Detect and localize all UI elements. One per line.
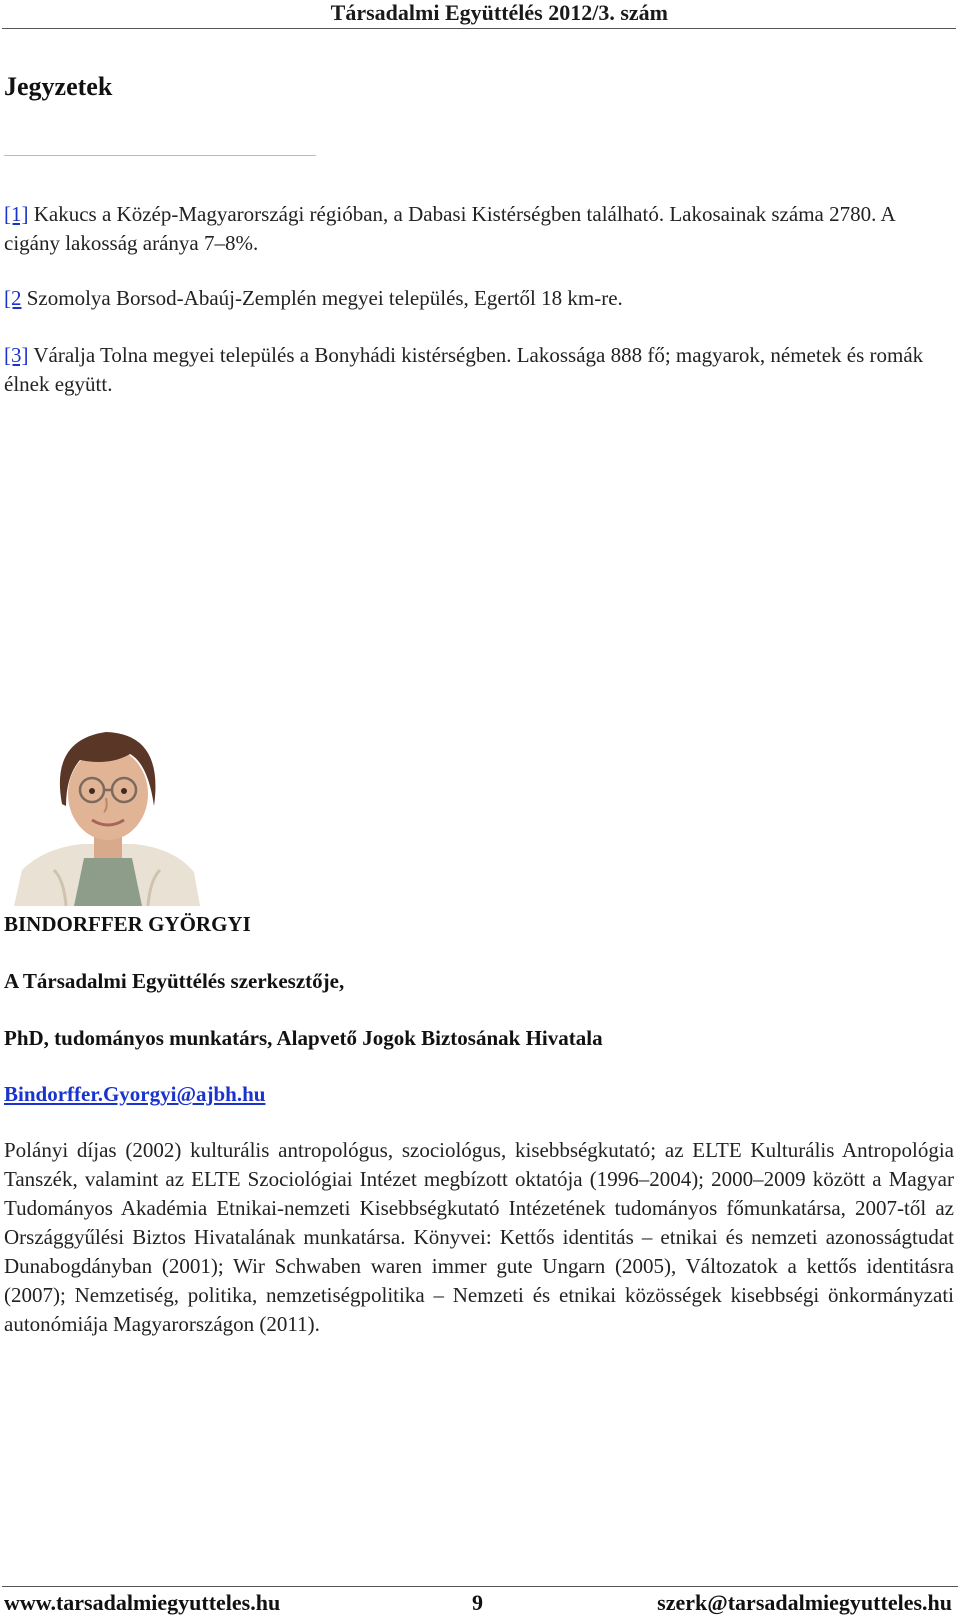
author-biography: Polányi díjas (2002) kulturális antropológus, szociológus, kisebbségkutató; az ELTE Kulturális Antropológia Tanszék, valamint az ELTE Szociológiai Intézet megbízott oktatója (1996–2004); 2000–2009 között a Magyar Tudományos Akadémia Etnikai-nemzeti Kisebbségkutató Intézetének tudományos főmunkatársa, 2007-től az Országgyűlési Biztos Hivatalának munkatársa. Könyvei: Kettős identitás – etnikai és nemzeti azonosságtudat Dunabogdányban (2001); Wir Schwaben waren immer gute Ungarn (2005), Változatok a kettős identitásra (2007); Nemzetiség, politika, nemzetiségpolitika – Nemzeti és etnikai közösségek kisebbségi önkormányzati autonómiája Magyarországon (2011). [4,1138,954,1336]
page-header [0,0,958,28]
footnote-2-text: Szomolya Borsod-Abaúj-Zemplén megyei település, Egertől 18 km-re. [21,286,623,310]
author-role: A Társadalmi Együttélés szerkesztője, [4,969,345,993]
notes-divider [4,155,316,156]
author-position: PhD, tudományos munkatárs, Alapvető Jogok Biztosának Hivatala [4,1026,603,1050]
page-number: 9 [472,1590,483,1615]
footnote-3-text: Váralja Tolna megyei település a Bonyhádi kistérségben. Lakossága 888 fő; magyarok, németek és romák élnek együtt. [4,343,924,396]
footnote-2 [4,284,924,313]
footnote-3 [4,341,924,399]
footer-divider [2,1586,958,1587]
footnote-3-link[interactable]: [3] [4,343,29,367]
footnote-1-link[interactable]: [1] [4,202,29,226]
footer-website: www.tarsadalmiegyutteles.hu [4,1590,281,1615]
author-name: BINDORFFER GYÖRGYI [4,912,251,936]
journal-issue-title: Társadalmi Együttélés 2012/3. szám [330,0,668,25]
header-divider [2,28,956,29]
footnote-1-text: Kakucs a Közép-Magyarországi régióban, a Dabasi Kistérségben található. Lakosainak száma 2780. A cigány lakosság aránya 7–8%. [4,202,895,255]
notes-heading: Jegyzetek [4,72,113,101]
footnote-1 [4,200,924,258]
author-email-link[interactable]: Bindorffer.Gyorgyi@ajbh.hu [4,1082,266,1106]
author-portrait-photo [14,720,200,906]
footnote-2-link[interactable]: [2 [4,286,22,310]
footer-email: szerk@tarsadalmiegyutteles.hu [657,1590,952,1615]
